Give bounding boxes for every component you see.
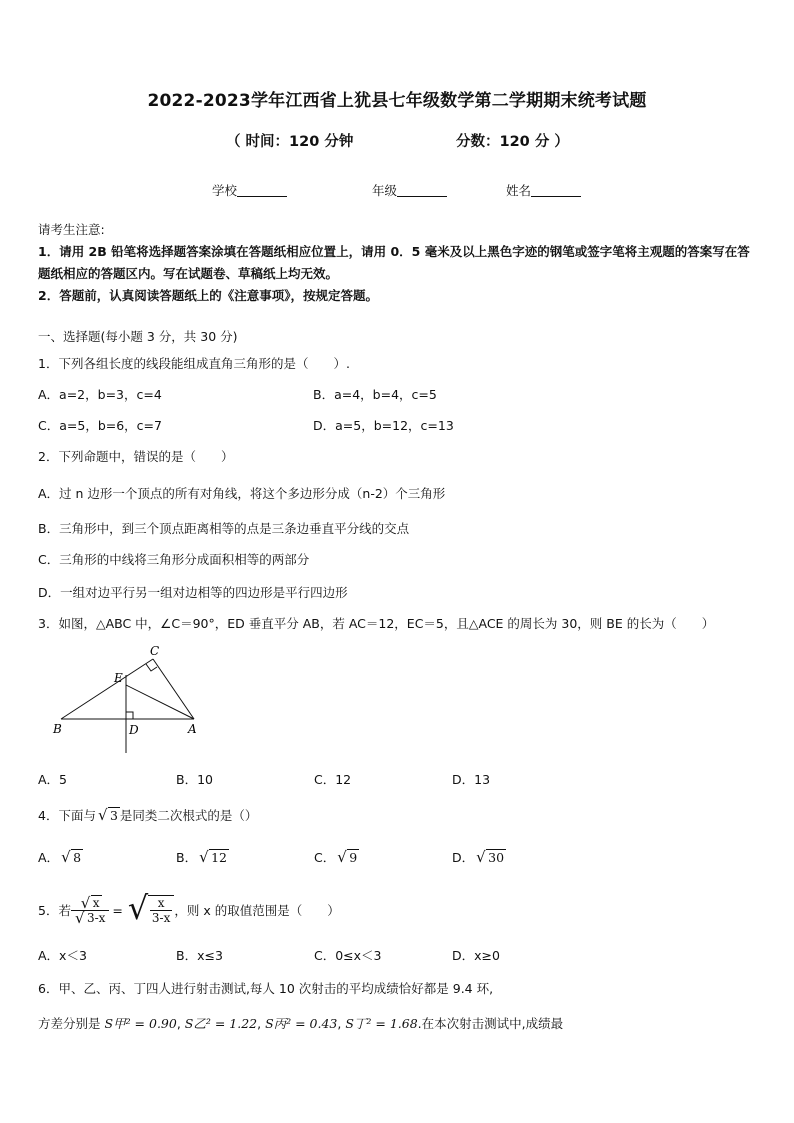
page-title: 2022-2023学年江西省上犹县七年级数学第二学期期末统考试题	[147, 91, 647, 111]
notice-heading: 请考生注意:	[38, 222, 105, 237]
label-d: D	[129, 723, 139, 737]
label-c: C	[150, 645, 160, 658]
q3-option-c[interactable]: C．12	[314, 772, 352, 787]
school-field[interactable]	[212, 181, 287, 199]
grade-blank[interactable]	[397, 184, 447, 197]
q3-option-b[interactable]: B．10	[176, 772, 213, 787]
q4-option-b[interactable]: B． √ 12	[176, 848, 227, 866]
section-heading: 一、选择题(每小题 3 分，共 30 分)	[38, 329, 238, 344]
name-label: 姓名	[506, 183, 532, 198]
notice-item-1: 1．请用 2B 铅笔将选择题答案涂填在答题纸相应位置上，请用 0．5 毫米及以上黑色字迹的钢笔或签字笔将主观题的答案写在答题纸相应的答题区内。写在试题卷、草稿纸上均无效。	[38, 244, 750, 281]
name-blank[interactable]	[531, 184, 581, 197]
q2-option-d[interactable]: D．一组对边平行另一组对边相等的四边形是平行四边形	[38, 585, 348, 600]
grade-field[interactable]	[372, 181, 447, 199]
q3-option-d[interactable]: D．13	[452, 772, 491, 787]
segment-bc	[61, 659, 153, 719]
q6-line-1: 6．甲、乙、丙、丁四人进行射击测试,每人 10 次射击的平均成绩恰好都是 9.4 环,	[38, 981, 494, 996]
q2-option-b[interactable]: B．三角形中，到三个顶点距离相等的点是三条边垂直平分线的交点	[38, 521, 410, 536]
q4-option-c[interactable]: C． √ 9	[314, 848, 358, 866]
school-label: 学校	[212, 183, 238, 198]
label-a: A	[188, 722, 197, 736]
variance-yi: S乙² = 1.22	[184, 1016, 258, 1031]
q5-option-a[interactable]: A．x＜3	[38, 948, 87, 963]
label-e: E	[114, 671, 123, 685]
q4-stem: 4．下面与 √ 3 是同类二次根式的是（）	[38, 806, 258, 824]
q2-option-a[interactable]: A．过 n 边形一个顶点的所有对角线，将这个多边形分成（n-2）个三角形	[38, 486, 446, 501]
time-label: （ 时间：120 分钟	[226, 134, 354, 150]
right-angle-mark-d	[126, 712, 133, 719]
q1-option-d[interactable]: D．a=5，b=12，c=13	[313, 418, 454, 433]
q4-option-a[interactable]: A． √ 8	[38, 848, 82, 866]
radical-3: √ 3	[97, 806, 118, 824]
segment-ca	[153, 659, 194, 719]
q5-option-d[interactable]: D．x≥0	[452, 948, 500, 963]
right-angle-mark-c	[146, 664, 157, 671]
q1-option-a[interactable]: A．a=2，b=3，c=4	[38, 387, 162, 402]
q1-option-b[interactable]: B．a=4，b=4，c=5	[313, 387, 437, 402]
q5-rhs-radical: √ $\frac{x}{3-x}$	[128, 895, 174, 925]
q1-option-c[interactable]: C．a=5，b=6，c=7	[38, 418, 162, 433]
variance-bing: S丙² = 0.43	[265, 1016, 338, 1031]
q2-option-c[interactable]: C．三角形的中线将三角形分成面积相等的两部分	[38, 552, 310, 567]
score-label: 分数：120 分 ）	[456, 134, 569, 150]
grade-label: 年级	[372, 183, 398, 198]
segment-ea	[126, 685, 194, 719]
school-blank[interactable]	[237, 184, 287, 197]
q1-stem: 1．下列各组长度的线段能组成直角三角形的是（ ）.	[38, 356, 350, 371]
notice-item-2: 2．答题前，认真阅读答题纸上的《注意事项》，按规定答题。	[38, 288, 378, 303]
q3-stem: 3．如图，△ABC 中，∠C＝90°，ED 垂直平分 AB，若 AC＝12，EC＝5，且△ACE 的周长为 30，则 BE 的长为（ ）	[38, 616, 715, 631]
q6-line-2: 方差分别是 S甲² = 0.90, S乙² = 1.22, S丙² = 0.43, S丁² = 1.68.在本次射击测试中,成绩最	[38, 1016, 564, 1031]
q2-stem: 2．下列命题中，错误的是（ ）	[38, 449, 234, 464]
q5-option-c[interactable]: C．0≤x＜3	[314, 948, 382, 963]
q4-option-d[interactable]: D． √ 30	[452, 848, 505, 866]
notice-block	[38, 219, 760, 307]
triangle-figure	[48, 645, 218, 760]
q5-stem: 5．若 √ x √ 3-x = √ $\frac{x}{3-x}$ ，则 x 的取值范围是（ ）	[38, 889, 340, 927]
variance-jia: S甲² = 0.90	[104, 1016, 177, 1031]
q5-lhs-fraction: √ x √ 3-x	[71, 896, 109, 925]
variance-ding: S丁² = 1.68	[345, 1016, 418, 1031]
label-b: B	[53, 722, 62, 736]
name-field[interactable]	[506, 181, 581, 199]
q3-option-a[interactable]: A．5	[38, 772, 68, 787]
q5-option-b[interactable]: B．x≤3	[176, 948, 223, 963]
